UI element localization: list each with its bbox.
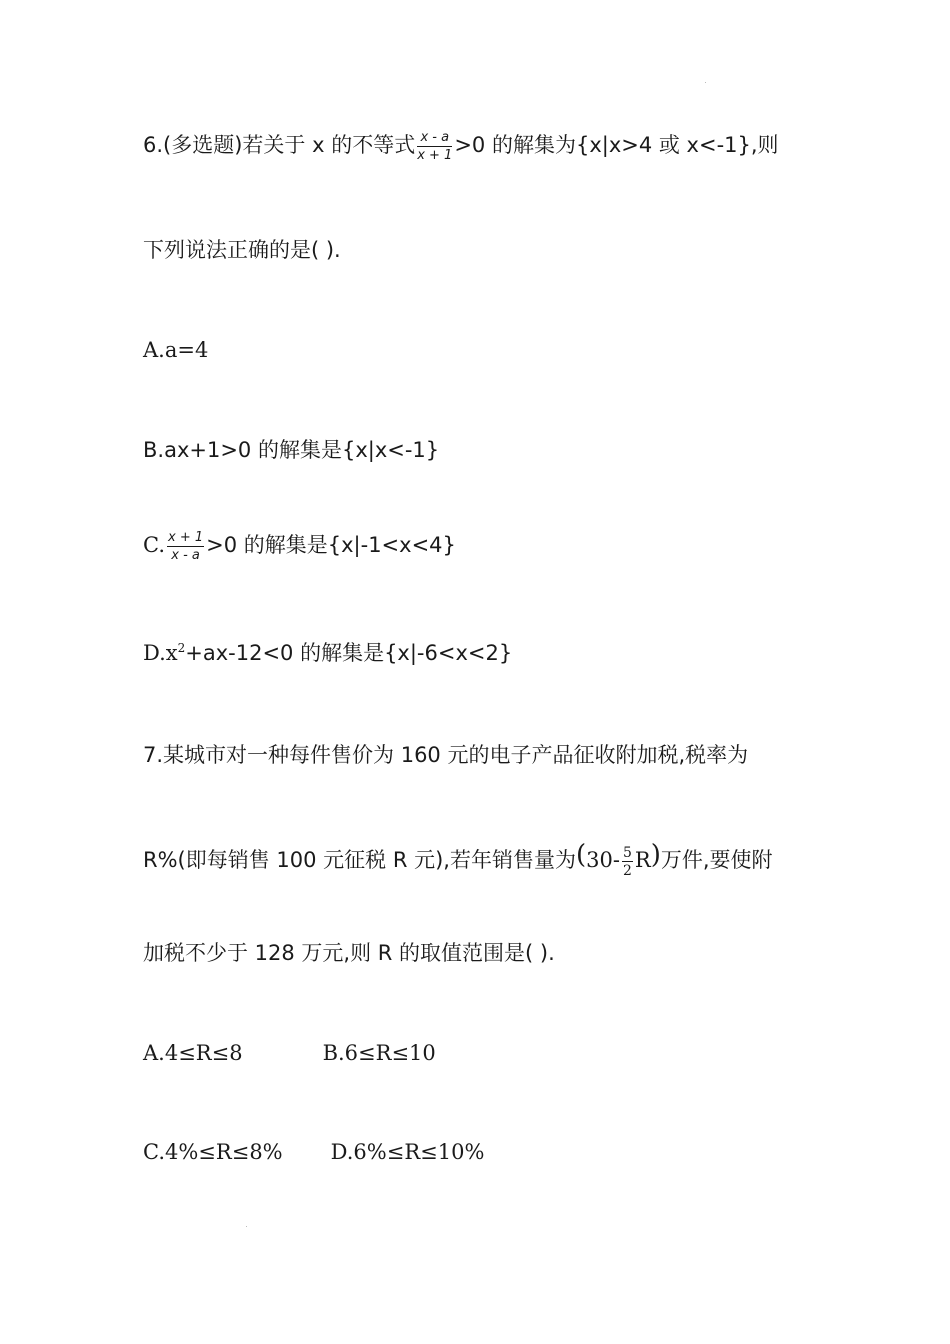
expression-start: 30- [586,848,620,872]
q7-stem-text: R%(即每销售 100 元征税 R 元),若年销售量为 [143,848,576,872]
fraction-denominator: x - a [171,547,200,563]
paren-open: ( [575,840,587,870]
fraction-denominator: x + 1 [417,147,453,163]
option-c-text: >0 的解集是{x|-1<x<4} [206,533,456,557]
q7-option-d: D.6%≤R≤10% [330,1140,485,1164]
q6-option-b: B.ax+1>0 的解集是{x|x<-1} [143,438,440,462]
q7-stem-line3: 加税不少于 128 万元,则 R 的取值范围是( ). [143,941,555,965]
q6-stem-line1 [143,130,779,163]
q6-inequality-fraction [417,131,452,163]
q6-stem-line2: 下列说法正确的是( ). [143,238,341,262]
q6-option-d [143,638,512,668]
q6-stem-text: 6.(多选题)若关于 x 的不等式 [143,133,416,157]
option-c-label: C. [143,533,165,557]
paren-close: ) [650,840,661,870]
scan-speck [705,82,706,83]
q7-option-a: A.4≤R≤8 [143,1041,243,1065]
fraction-numerator: x - a [417,131,452,147]
exponent: 2 [177,641,186,655]
expression-end: R [634,848,651,872]
q7-options-row1 [143,1038,436,1068]
fraction-denominator: 2 [622,862,632,879]
q6-stem-text-cont: >0 的解集为{x|x>4 或 x<-1},则 [454,133,779,157]
q7-option-b: B.6≤R≤10 [322,1041,436,1065]
fraction-numerator: x + 1 [168,529,204,545]
option-c-fraction [167,531,204,563]
q7-option-c: C.4%≤R≤8% [143,1140,283,1164]
q7-options-row2 [143,1137,484,1167]
option-d-label: D.x [143,641,178,665]
q6-option-c [143,530,456,563]
q7-fraction [622,846,633,878]
fraction-numerator: 5 [622,844,632,861]
q7-stem-text-cont: 万件,要使附 [660,848,773,872]
q7-stem-line2 [143,840,773,878]
q6-option-a: A.a=4 [143,338,209,362]
option-d-text: +ax-12<0 的解集是{x|-6<x<2} [185,641,513,665]
q7-stem-line1: 7.某城市对一种每件售价为 160 元的电子产品征收附加税,税率为 [143,743,749,767]
scan-speck [246,1226,247,1227]
